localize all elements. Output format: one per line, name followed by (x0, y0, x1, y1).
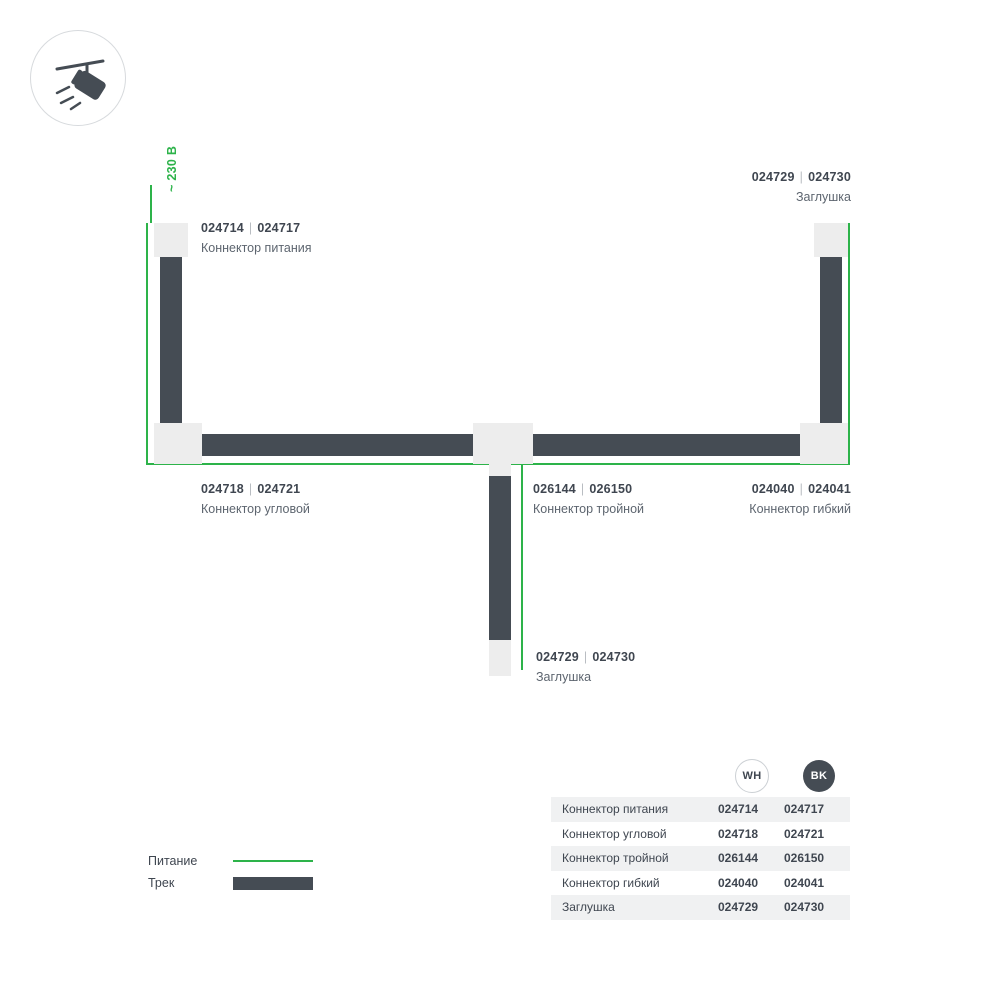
row-code-wh: 024714 (718, 802, 759, 817)
legend-swatch-track (233, 877, 313, 890)
row-code-bk: 026150 (784, 851, 825, 866)
annotation-caption: Заглушка (795, 189, 851, 204)
code-secondary: 024730 (592, 650, 636, 664)
legend-label-power: Питание (148, 854, 198, 868)
row-code-bk: 024717 (784, 802, 825, 817)
code-primary: 024729 (536, 650, 579, 664)
legend (148, 850, 313, 894)
legend-label-track: Трек (148, 876, 175, 890)
column-chip-bk: BK (803, 760, 835, 792)
annotation-caption: Коннектор тройной (533, 501, 645, 516)
joint-tee (473, 423, 533, 464)
row-name: Заглушка (562, 900, 615, 915)
track-bottom-right-segment (533, 434, 800, 456)
joint-corner-left (154, 423, 202, 464)
annotation-caption: Заглушка (536, 669, 592, 684)
annotation-caption: Коннектор гибкий (749, 501, 851, 516)
row-code-wh: 024729 (718, 900, 759, 915)
sku-table (551, 755, 850, 920)
brand-logo (30, 30, 126, 126)
code-primary: 026144 (533, 482, 576, 496)
track-spotlight-icon (31, 31, 125, 125)
annotation-power-connector (201, 220, 312, 257)
joint-corner-right (800, 423, 848, 464)
code-separator: | (580, 482, 585, 496)
voltage-label: ~ 230 В (165, 145, 179, 192)
table-row (551, 895, 850, 920)
code-secondary: 024721 (257, 482, 301, 496)
row-code-bk: 024730 (784, 900, 825, 915)
code-separator: | (248, 221, 253, 235)
power-line-right (848, 223, 850, 465)
sku-table-header (551, 755, 850, 797)
joint-branch-top (489, 464, 511, 476)
code-separator: | (248, 482, 253, 496)
track-left-vertical (160, 257, 182, 423)
table-row (551, 797, 850, 822)
power-line-feed (150, 185, 152, 223)
row-code-wh: 026144 (718, 851, 759, 866)
code-primary: 024718 (201, 482, 244, 496)
code-secondary: 024041 (808, 482, 851, 496)
track-bottom-left-segment (202, 434, 473, 456)
code-primary: 024040 (751, 482, 795, 496)
column-chip-wh: WH (735, 759, 769, 793)
legend-row-track (148, 872, 313, 894)
annotation-flexible-connector (620, 481, 851, 518)
code-separator: | (583, 650, 588, 664)
code-separator: | (799, 170, 804, 184)
row-name: Коннектор гибкий (562, 875, 660, 890)
code-secondary: 024717 (257, 221, 301, 235)
annotation-corner-connector (201, 481, 310, 518)
annotation-end-cap-bottom (536, 649, 635, 686)
code-primary: 024714 (201, 221, 244, 235)
table-row (551, 871, 850, 896)
code-separator: | (799, 482, 804, 496)
legend-swatch-power (233, 860, 313, 862)
joint-branch-cap (489, 640, 511, 676)
table-row (551, 822, 850, 847)
annotation-end-cap-top-right (585, 169, 851, 206)
table-row (551, 846, 850, 871)
track-branch-vertical (489, 476, 511, 640)
code-secondary: 026150 (589, 482, 633, 496)
row-code-wh: 024718 (718, 826, 759, 841)
row-name: Коннектор питания (562, 802, 669, 817)
annotation-caption: Коннектор угловой (201, 501, 310, 516)
annotation-caption: Коннектор питания (201, 240, 312, 255)
joint-top-right (814, 223, 848, 257)
row-code-wh: 024040 (718, 875, 759, 890)
row-code-bk: 024721 (784, 826, 825, 841)
row-code-bk: 024041 (784, 875, 825, 890)
row-name: Коннектор тройной (562, 851, 669, 866)
row-name: Коннектор угловой (562, 826, 667, 841)
code-primary: 024729 (751, 170, 795, 184)
track-right-vertical (820, 257, 842, 423)
code-secondary: 024730 (808, 170, 851, 184)
power-line-left (146, 223, 148, 464)
power-line-branch (521, 463, 523, 670)
legend-row-power (148, 850, 313, 872)
joint-top-left (154, 223, 188, 257)
